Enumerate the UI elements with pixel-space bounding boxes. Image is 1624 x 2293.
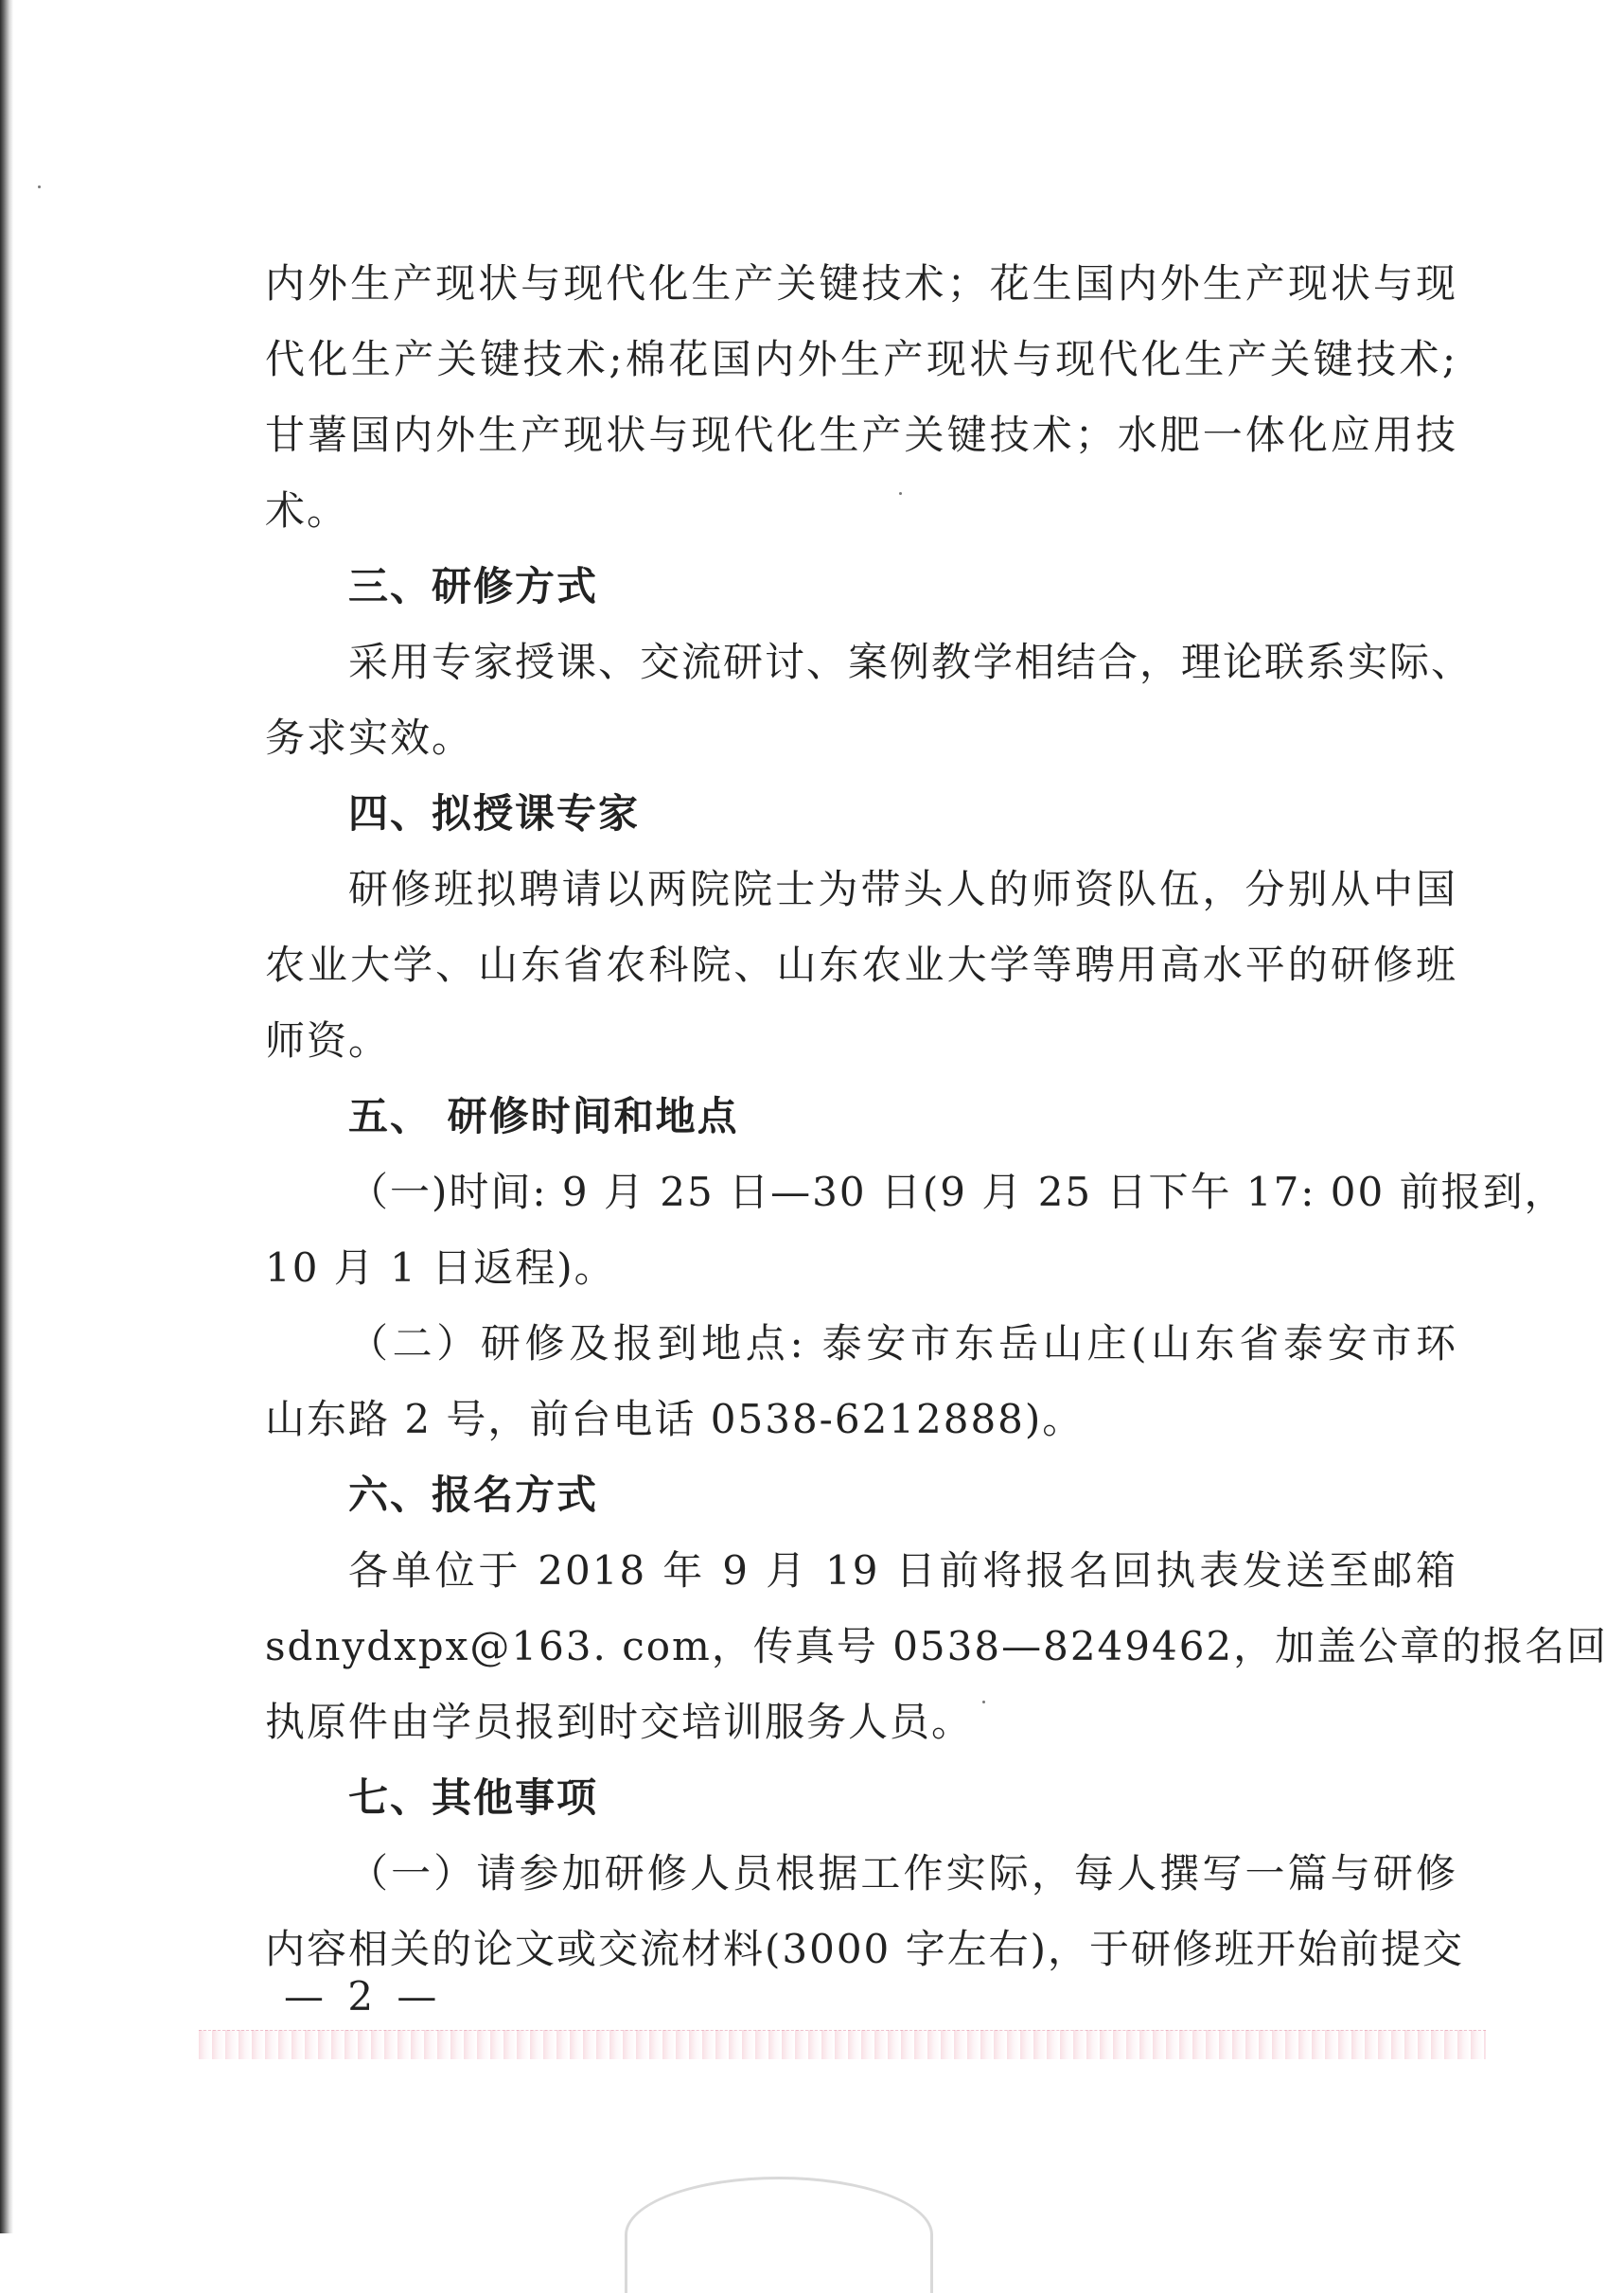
body-text-line: 师资。 xyxy=(265,1017,391,1064)
section-heading-3: 三、研修方式 xyxy=(348,563,599,609)
body-text-line: 各单位于 2018 年 9 月 19 日前将报名回执表发送至邮箱 xyxy=(348,1547,1457,1594)
section-heading-4: 四、拟授课专家 xyxy=(348,790,641,837)
body-text-line: 执原件由学员报到时交培训服务人员。 xyxy=(265,1699,974,1745)
body-text-line: 10 月 1 日返程)。 xyxy=(265,1244,616,1291)
page-number: — 2 — xyxy=(284,1973,443,2020)
scan-speck xyxy=(38,185,41,188)
body-text-line: 采用专家授课、交流研讨、案例教学相结合，理论联系实际、 xyxy=(348,639,1474,685)
scan-edge xyxy=(0,0,13,2233)
section-heading-6: 六、报名方式 xyxy=(348,1472,599,1518)
body-text-line: （一)时间: 9 月 25 日—30 日(9 月 25 日下午 17: 00 前报到， xyxy=(348,1169,1566,1215)
binding-mark xyxy=(625,2177,933,2293)
section-heading-5: 五、 研修时间和地点 xyxy=(348,1093,739,1139)
body-text-line: （二）研修及报到地点: 泰安市东岳山庄(山东省泰安市环 xyxy=(348,1320,1457,1367)
body-text-line: （一）请参加研修人员根据工作实际，每人撰写一篇与研修 xyxy=(348,1850,1457,1896)
section-heading-7: 七、其他事项 xyxy=(348,1774,599,1821)
body-text-line: 代化生产关键技术;棉花国内外生产现状与现代化生产关键技术; xyxy=(265,336,1457,382)
stamp-trace xyxy=(199,2030,1486,2059)
body-text-line: 内外生产现状与现代化生产关键技术；花生国内外生产现状与现 xyxy=(265,260,1457,307)
body-text-line: 研修班拟聘请以两院院士为带头人的师资队伍，分别从中国 xyxy=(348,866,1457,912)
body-text-line: 术。 xyxy=(265,487,349,534)
body-text-line: 务求实效。 xyxy=(265,714,474,761)
body-text-line: sdnydxpx@163. com，传真号 0538—8249462，加盖公章的报名回 xyxy=(265,1623,1609,1669)
body-text-line: 甘薯国内外生产现状与现代化生产关键技术；水肥一体化应用技 xyxy=(265,412,1457,458)
body-text-line: 山东路 2 号，前台电话 0538-6212888)。 xyxy=(265,1396,1085,1442)
body-text-line: 内容相关的论文或交流材料(3000 字左右)，于研修班开始前提交 xyxy=(265,1926,1465,1972)
scan-speck xyxy=(982,1701,985,1703)
body-text-line: 农业大学、山东省农科院、山东农业大学等聘用高水平的研修班 xyxy=(265,942,1457,988)
scan-speck xyxy=(899,492,902,495)
